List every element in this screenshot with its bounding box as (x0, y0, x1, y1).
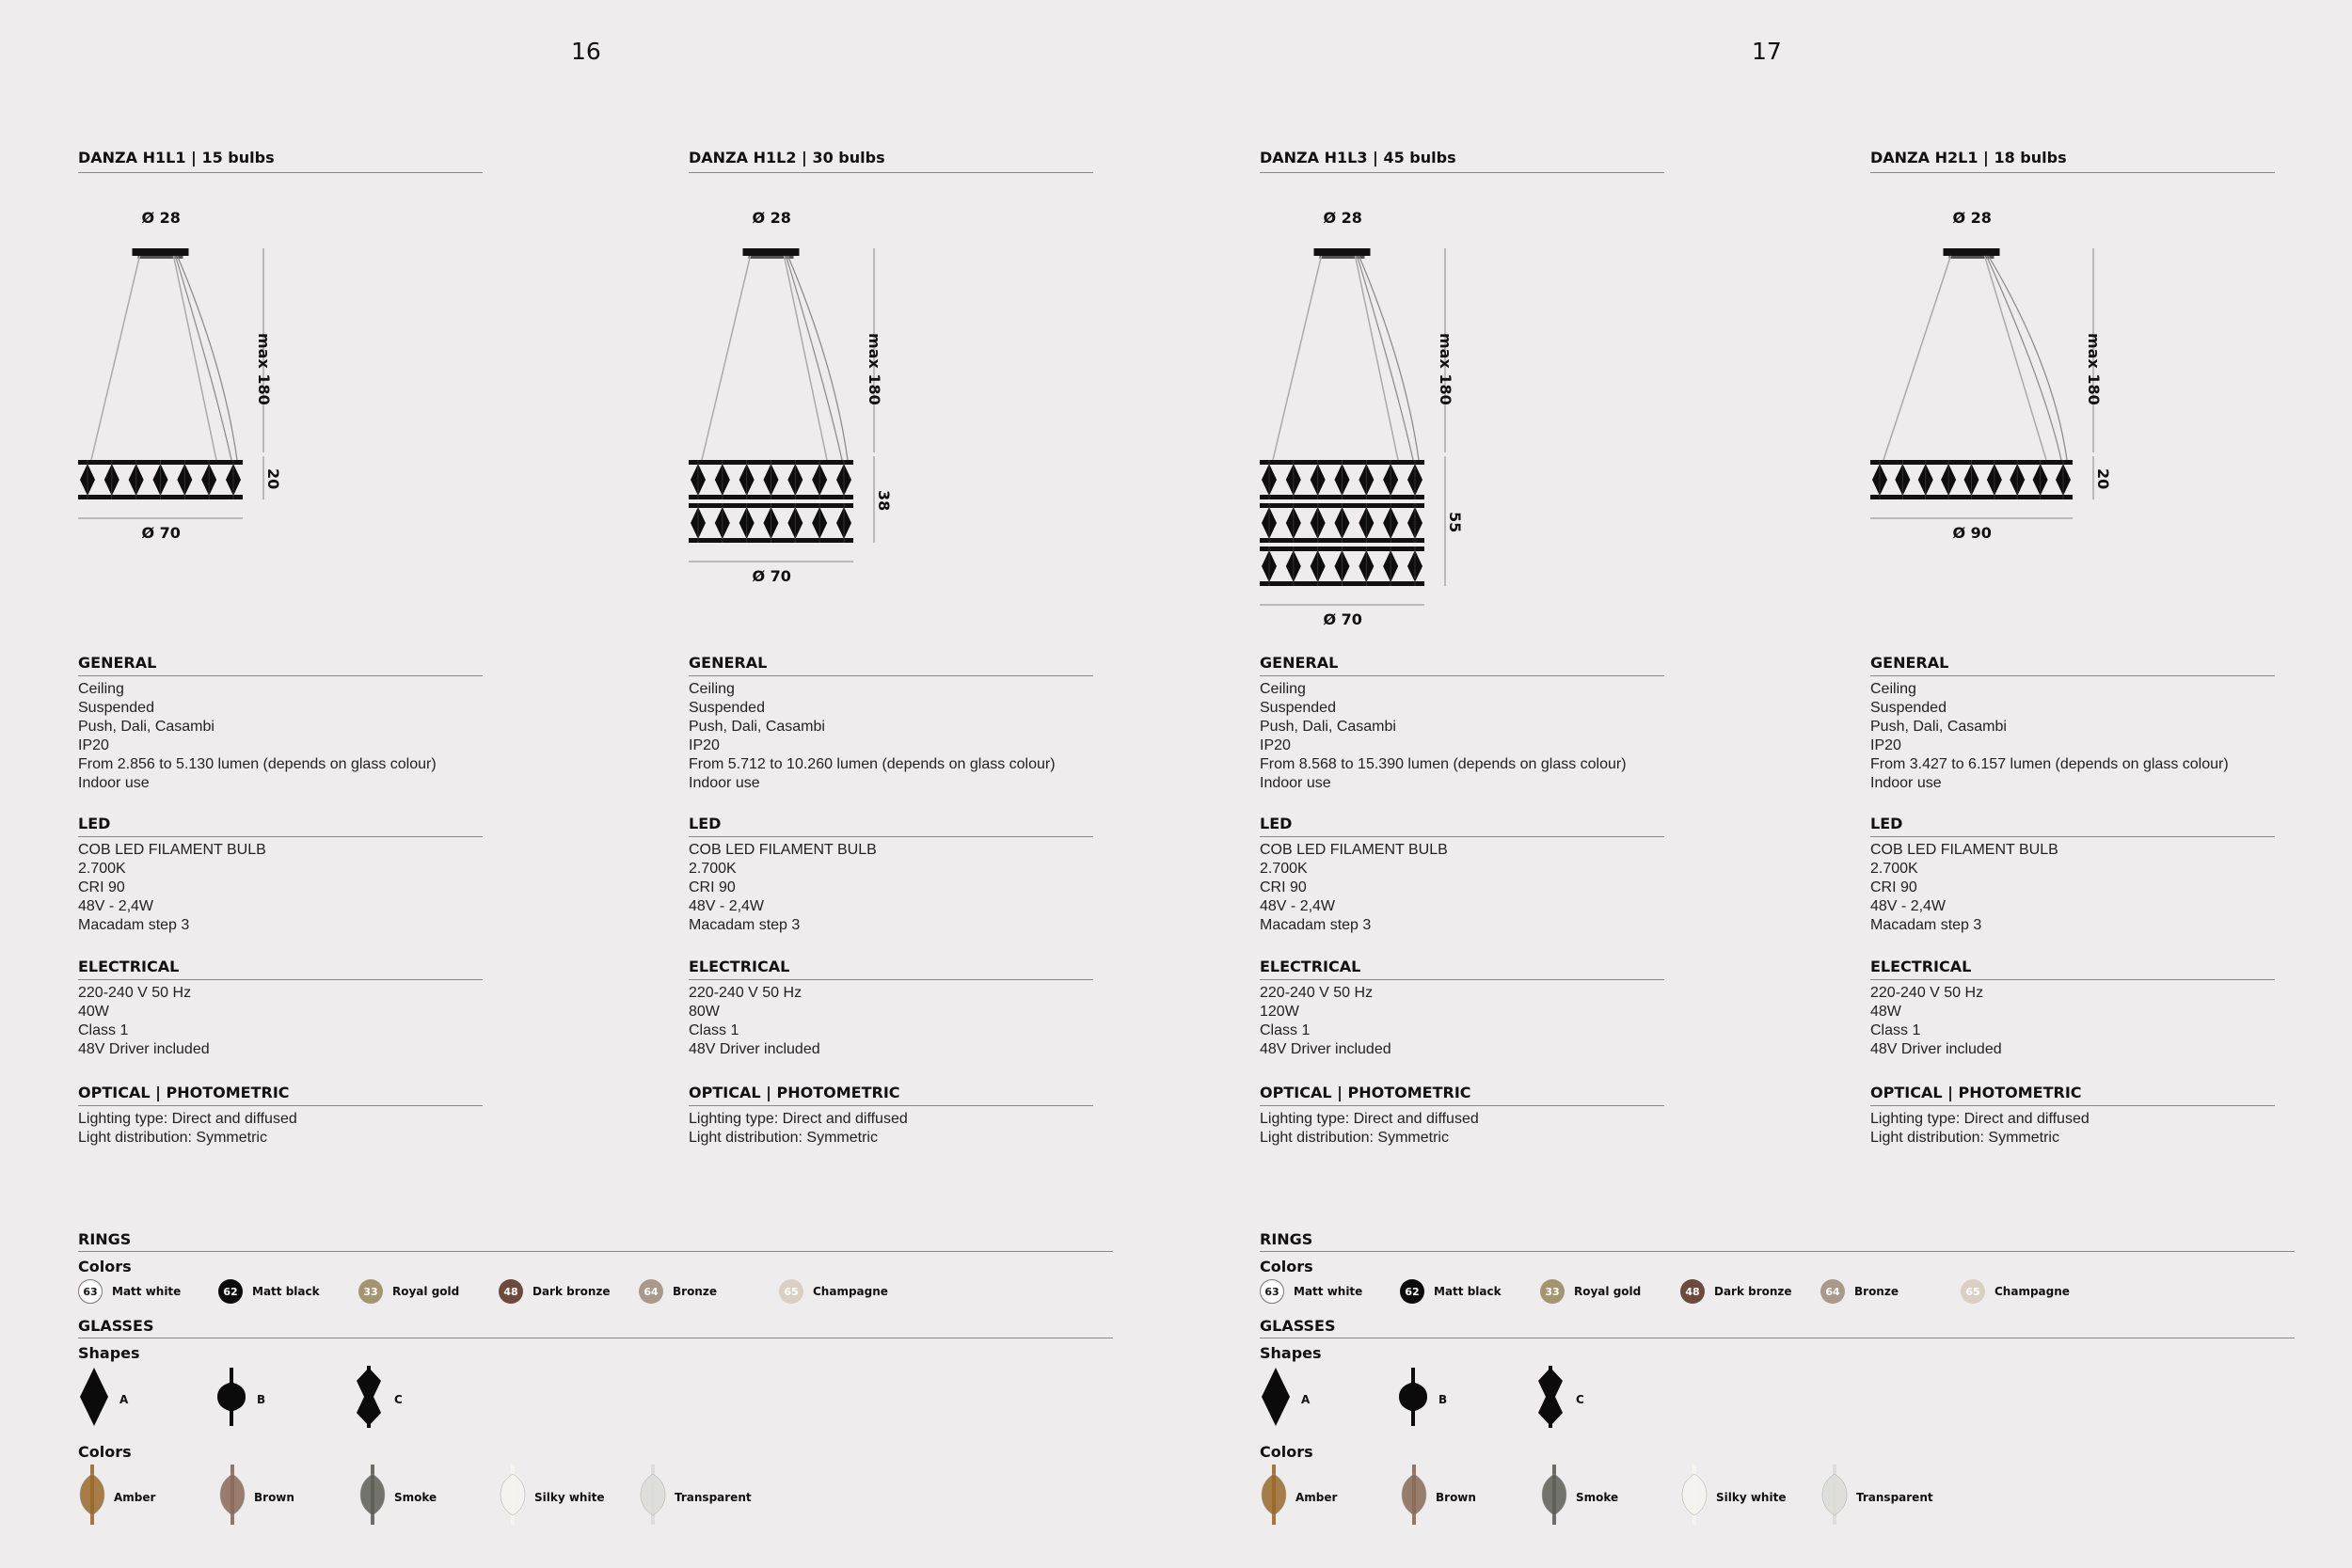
spec-line: Suspended (1870, 700, 1947, 716)
spec-line: 2.700K (689, 861, 737, 877)
spec-line: 48V Driver included (78, 1041, 210, 1057)
spec-line: Class 1 (689, 1022, 739, 1038)
spec-section-optical (689, 1084, 1093, 1148)
options-block (78, 1230, 1113, 1527)
spec-line: From 5.712 to 10.260 lumen (depends on glass colour) (689, 756, 1056, 772)
diamond-glass-icon (1260, 1366, 1292, 1433)
pendant-lamp-drawing (689, 173, 910, 662)
spec-line: Indoor use (78, 775, 150, 791)
shape-code: C (1576, 1392, 1584, 1406)
spec-section-led (1870, 815, 2275, 935)
shapes-heading: Shapes (78, 1344, 140, 1362)
spec-heading: OPTICAL | PHOTOMETRIC (1870, 1084, 2275, 1106)
glass-bulb-icon (1540, 1465, 1568, 1529)
spec-line: Push, Dali, Casambi (1260, 719, 1396, 735)
spec-heading: LED (689, 815, 1093, 837)
ring-color-swatch[interactable] (639, 1279, 717, 1304)
spec-section-general (1260, 654, 1664, 793)
shape-code: C (394, 1392, 403, 1406)
glass-shape-option[interactable] (353, 1366, 403, 1433)
canopy-icon (133, 248, 189, 256)
spec-line: 48V - 2,4W (78, 898, 154, 914)
spec-line: Ceiling (689, 681, 735, 697)
glass-color-swatch[interactable] (1540, 1465, 1618, 1529)
spec-line: Light distribution: Symmetric (1870, 1130, 2059, 1146)
spec-line: Ceiling (1260, 681, 1306, 697)
color-dot: 62 (218, 1279, 243, 1304)
spec-section-electrical (1870, 958, 2275, 1059)
color-name: Matt black (252, 1285, 320, 1298)
rounded-glass-icon (215, 1366, 247, 1433)
spec-heading: ELECTRICAL (689, 958, 1093, 980)
spec-line: CRI 90 (78, 879, 125, 895)
spec-line: CRI 90 (1870, 879, 1917, 895)
spec-heading: OPTICAL | PHOTOMETRIC (689, 1084, 1093, 1106)
glass-color-swatch[interactable] (1260, 1465, 1337, 1529)
glass-color-name: Smoke (394, 1490, 437, 1504)
glass-color-name: Smoke (1576, 1490, 1619, 1504)
glass-bulb-icon (78, 1465, 106, 1529)
top-diameter-label: Ø 28 (141, 209, 181, 227)
ring-color-swatches (1260, 1275, 2295, 1313)
spec-line: Push, Dali, Casambi (78, 719, 215, 735)
spec-heading: GENERAL (1260, 654, 1664, 676)
glass-color-name: Transparent (1856, 1490, 1933, 1504)
bottom-diameter-label: Ø 70 (141, 524, 181, 542)
body-height-label: 20 (2094, 468, 2112, 490)
spec-line: Lighting type: Direct and diffused (689, 1111, 908, 1127)
bottom-diameter-label: Ø 70 (752, 567, 791, 585)
spec-line: IP20 (689, 737, 720, 753)
double-cone-glass-icon (1534, 1366, 1566, 1433)
shape-code: B (1438, 1392, 1448, 1406)
spec-line: 220-240 V 50 Hz (1260, 985, 1374, 1001)
glass-color-swatch[interactable] (78, 1465, 155, 1529)
glass-color-swatch[interactable] (218, 1465, 294, 1529)
spec-line: 40W (78, 1004, 109, 1020)
glass-color-swatch[interactable] (358, 1465, 437, 1529)
glass-colors-heading: Colors (1260, 1443, 1313, 1461)
product-title: DANZA H2L1 | 18 bulbs (1870, 149, 2275, 173)
spec-heading: GENERAL (689, 654, 1093, 676)
color-dot: 63 (1260, 1279, 1284, 1304)
color-name: Royal gold (1574, 1285, 1642, 1298)
rings-heading: RINGS (78, 1230, 1113, 1252)
shape-code: B (257, 1392, 266, 1406)
product-title: DANZA H1L2 | 30 bulbs (689, 149, 1093, 173)
product-drawing (689, 173, 1093, 662)
color-name: Bronze (1854, 1285, 1899, 1298)
glass-color-swatch[interactable] (639, 1465, 752, 1529)
color-name: Dark bronze (1714, 1285, 1792, 1298)
color-name: Dark bronze (532, 1285, 611, 1298)
canopy-icon (743, 248, 800, 256)
spec-line: Suspended (1260, 700, 1336, 716)
spec-line: Macadam step 3 (1870, 917, 1982, 933)
glass-colors-heading: Colors (78, 1443, 132, 1461)
ring-color-swatch[interactable] (499, 1279, 611, 1304)
glass-color-swatches (1260, 1461, 2295, 1527)
glass-color-swatches (78, 1461, 1113, 1527)
double-cone-glass-icon (353, 1366, 385, 1433)
color-dot: 33 (358, 1279, 383, 1304)
product-drawing (1260, 173, 1664, 662)
spec-line: Indoor use (1260, 775, 1331, 791)
spec-line: Class 1 (1870, 1022, 1921, 1038)
bottom-diameter-label: Ø 70 (1323, 610, 1362, 628)
glass-color-name: Brown (254, 1490, 294, 1504)
glass-color-name: Transparent (675, 1490, 752, 1504)
color-name: Matt white (112, 1285, 182, 1298)
spec-line: Suspended (689, 700, 765, 716)
spec-line: 120W (1260, 1004, 1299, 1020)
height-dimension-label: max 180 (2085, 333, 2103, 405)
glass-bulb-icon (1680, 1465, 1708, 1529)
glass-shapes (1260, 1362, 2295, 1437)
spec-line: Class 1 (1260, 1022, 1311, 1038)
spec-line: Macadam step 3 (78, 917, 190, 933)
body-height-label: 55 (1446, 512, 1464, 533)
spec-section-led (1260, 815, 1664, 935)
spec-section-electrical (78, 958, 483, 1059)
options-block (1260, 1230, 2295, 1527)
color-name: Bronze (673, 1285, 717, 1298)
spec-heading: ELECTRICAL (78, 958, 483, 980)
ring-color-swatch[interactable] (218, 1279, 320, 1304)
spec-line: COB LED FILAMENT BULB (1260, 842, 1448, 858)
spec-heading: LED (78, 815, 483, 837)
glass-shape-option[interactable] (1534, 1366, 1584, 1433)
spec-section-optical (1870, 1084, 2275, 1148)
ring-color-swatch[interactable] (1961, 1279, 2070, 1304)
spec-heading: ELECTRICAL (1260, 958, 1664, 980)
spec-line: 48W (1870, 1004, 1901, 1020)
glass-color-name: Amber (1295, 1490, 1338, 1504)
spec-section-electrical (689, 958, 1093, 1059)
spec-line: Indoor use (689, 775, 760, 791)
glass-bulb-icon (639, 1465, 667, 1529)
product-title: DANZA H1L1 | 15 bulbs (78, 149, 483, 173)
color-dot: 48 (499, 1279, 523, 1304)
spec-line: Lighting type: Direct and diffused (1870, 1111, 2090, 1127)
glass-color-swatch[interactable] (1680, 1465, 1786, 1529)
spec-line: IP20 (1260, 737, 1291, 753)
color-dot: 64 (1820, 1279, 1845, 1304)
spec-line: 220-240 V 50 Hz (78, 985, 192, 1001)
color-dot: 63 (78, 1279, 103, 1304)
glass-bulb-icon (218, 1465, 246, 1529)
height-dimension-label: max 180 (1437, 333, 1454, 405)
spec-heading: ELECTRICAL (1870, 958, 2275, 980)
spec-line: CRI 90 (1260, 879, 1307, 895)
glass-shape-option[interactable] (1260, 1366, 1310, 1433)
glass-bulb-icon (1260, 1465, 1288, 1529)
rings-heading: RINGS (1260, 1230, 2295, 1252)
ring-color-swatch[interactable] (1820, 1279, 1899, 1304)
spec-heading: LED (1260, 815, 1664, 837)
glass-bulb-icon (499, 1465, 527, 1529)
spec-line: From 2.856 to 5.130 lumen (depends on glass colour) (78, 756, 437, 772)
spec-line: COB LED FILAMENT BULB (689, 842, 877, 858)
height-dimension-label: max 180 (866, 333, 883, 405)
spec-heading: OPTICAL | PHOTOMETRIC (1260, 1084, 1664, 1106)
color-name: Matt black (1434, 1285, 1502, 1298)
spec-heading: LED (1870, 815, 2275, 837)
ring-colors-heading: Colors (1260, 1258, 1313, 1275)
color-dot: 65 (1961, 1279, 1985, 1304)
top-diameter-label: Ø 28 (1323, 209, 1362, 227)
spec-line: From 8.568 to 15.390 lumen (depends on glass colour) (1260, 756, 1627, 772)
spec-line: 2.700K (1260, 861, 1308, 877)
spec-line: 48V - 2,4W (689, 898, 765, 914)
color-name: Champagne (1994, 1285, 2070, 1298)
color-name: Matt white (1294, 1285, 1363, 1298)
glass-shape-option[interactable] (78, 1366, 128, 1433)
ring-color-swatch[interactable] (779, 1279, 888, 1304)
spec-line: 48V - 2,4W (1260, 898, 1336, 914)
ring-color-swatch[interactable] (1680, 1279, 1792, 1304)
pendant-lamp-drawing (78, 173, 299, 662)
spec-line: Ceiling (78, 681, 124, 697)
height-dimension-label: max 180 (255, 333, 273, 405)
product-column (1260, 149, 1664, 1146)
spec-line: Push, Dali, Casambi (689, 719, 825, 735)
spec-line: COB LED FILAMENT BULB (1870, 842, 2058, 858)
product-column (78, 149, 483, 1146)
rounded-glass-icon (1397, 1366, 1429, 1433)
glass-color-name: Silky white (534, 1490, 605, 1504)
spec-section-general (1870, 654, 2275, 793)
spec-line: Class 1 (78, 1022, 129, 1038)
glass-bulb-icon (1400, 1465, 1428, 1529)
color-dot: 33 (1540, 1279, 1565, 1304)
spec-line: Light distribution: Symmetric (1260, 1130, 1449, 1146)
spec-line: 80W (689, 1004, 720, 1020)
spec-line: IP20 (78, 737, 109, 753)
spec-line: Light distribution: Symmetric (689, 1130, 878, 1146)
product-column (1870, 149, 2275, 1146)
canopy-icon (1944, 248, 2000, 256)
glasses-heading: GLASSES (1260, 1317, 2295, 1338)
page-number-left: 16 (571, 38, 601, 65)
spec-line: From 3.427 to 6.157 lumen (depends on glass colour) (1870, 756, 2229, 772)
ring-color-swatch[interactable] (1540, 1279, 1641, 1304)
pendant-lamp-drawing (1260, 173, 1481, 662)
glass-color-swatch[interactable] (1400, 1465, 1476, 1529)
color-dot: 64 (639, 1279, 663, 1304)
glass-shape-option[interactable] (1397, 1366, 1447, 1433)
glass-bulb-icon (1820, 1465, 1849, 1529)
ring-color-swatch[interactable] (1400, 1279, 1502, 1304)
spec-section-general (78, 654, 483, 793)
spec-line: COB LED FILAMENT BULB (78, 842, 266, 858)
spec-section-optical (1260, 1084, 1664, 1148)
color-dot: 65 (779, 1279, 803, 1304)
ring-colors-heading: Colors (78, 1258, 132, 1275)
glass-shapes (78, 1362, 1113, 1437)
spec-line: Ceiling (1870, 681, 1916, 697)
spec-line: 2.700K (1870, 861, 1918, 877)
spec-section-led (78, 815, 483, 935)
spec-line: 2.700K (78, 861, 126, 877)
body-height-label: 20 (264, 468, 282, 490)
spec-line: 48V Driver included (1260, 1041, 1391, 1057)
shape-code: A (119, 1392, 129, 1406)
color-dot: 48 (1680, 1279, 1705, 1304)
ring-color-swatch[interactable] (78, 1279, 181, 1304)
spec-line: 220-240 V 50 Hz (1870, 985, 1984, 1001)
spec-heading: GENERAL (1870, 654, 2275, 676)
spec-section-general (689, 654, 1093, 793)
spec-line: 48V Driver included (689, 1041, 820, 1057)
ring-color-swatch[interactable] (358, 1279, 459, 1304)
glasses-heading: GLASSES (78, 1317, 1113, 1338)
spec-line: 48V Driver included (1870, 1041, 2002, 1057)
canopy-icon (1314, 248, 1371, 256)
top-diameter-label: Ø 28 (752, 209, 791, 227)
spec-section-optical (78, 1084, 483, 1148)
spec-heading: GENERAL (78, 654, 483, 676)
spec-line: Lighting type: Direct and diffused (78, 1111, 297, 1127)
glass-color-name: Amber (114, 1490, 156, 1504)
spec-line: IP20 (1870, 737, 1901, 753)
shape-code: A (1301, 1392, 1311, 1406)
shapes-heading: Shapes (1260, 1344, 1322, 1362)
spec-line: Macadam step 3 (689, 917, 801, 933)
spec-line: 48V - 2,4W (1870, 898, 1947, 914)
color-name: Champagne (813, 1285, 888, 1298)
spec-section-led (689, 815, 1093, 935)
spec-heading: OPTICAL | PHOTOMETRIC (78, 1084, 483, 1106)
spec-line: 220-240 V 50 Hz (689, 985, 803, 1001)
product-drawing (78, 173, 483, 662)
spec-line: Indoor use (1870, 775, 1942, 791)
spec-section-electrical (1260, 958, 1664, 1059)
ring-color-swatches (78, 1275, 1113, 1313)
spec-line: Push, Dali, Casambi (1870, 719, 2007, 735)
glass-shape-option[interactable] (215, 1366, 265, 1433)
glass-color-name: Silky white (1716, 1490, 1787, 1504)
diamond-glass-icon (78, 1366, 110, 1433)
ring-color-swatch[interactable] (1260, 1279, 1362, 1304)
spec-line: Lighting type: Direct and diffused (1260, 1111, 1479, 1127)
product-drawing (1870, 173, 2275, 662)
glass-color-name: Brown (1436, 1490, 1476, 1504)
glass-color-swatch[interactable] (499, 1465, 604, 1529)
pendant-lamp-drawing (1870, 173, 2129, 662)
glass-bulb-icon (358, 1465, 387, 1529)
color-name: Royal gold (392, 1285, 460, 1298)
product-column (689, 149, 1093, 1146)
spec-line: Light distribution: Symmetric (78, 1130, 267, 1146)
product-title: DANZA H1L3 | 45 bulbs (1260, 149, 1664, 173)
spec-line: Suspended (78, 700, 154, 716)
top-diameter-label: Ø 28 (1952, 209, 1992, 227)
glass-color-swatch[interactable] (1820, 1465, 1933, 1529)
color-dot: 62 (1400, 1279, 1424, 1304)
spec-line: Macadam step 3 (1260, 917, 1372, 933)
body-height-label: 38 (875, 490, 893, 512)
page-number-right: 17 (1752, 38, 1782, 65)
bottom-diameter-label: Ø 90 (1952, 524, 1992, 542)
spec-line: CRI 90 (689, 879, 736, 895)
